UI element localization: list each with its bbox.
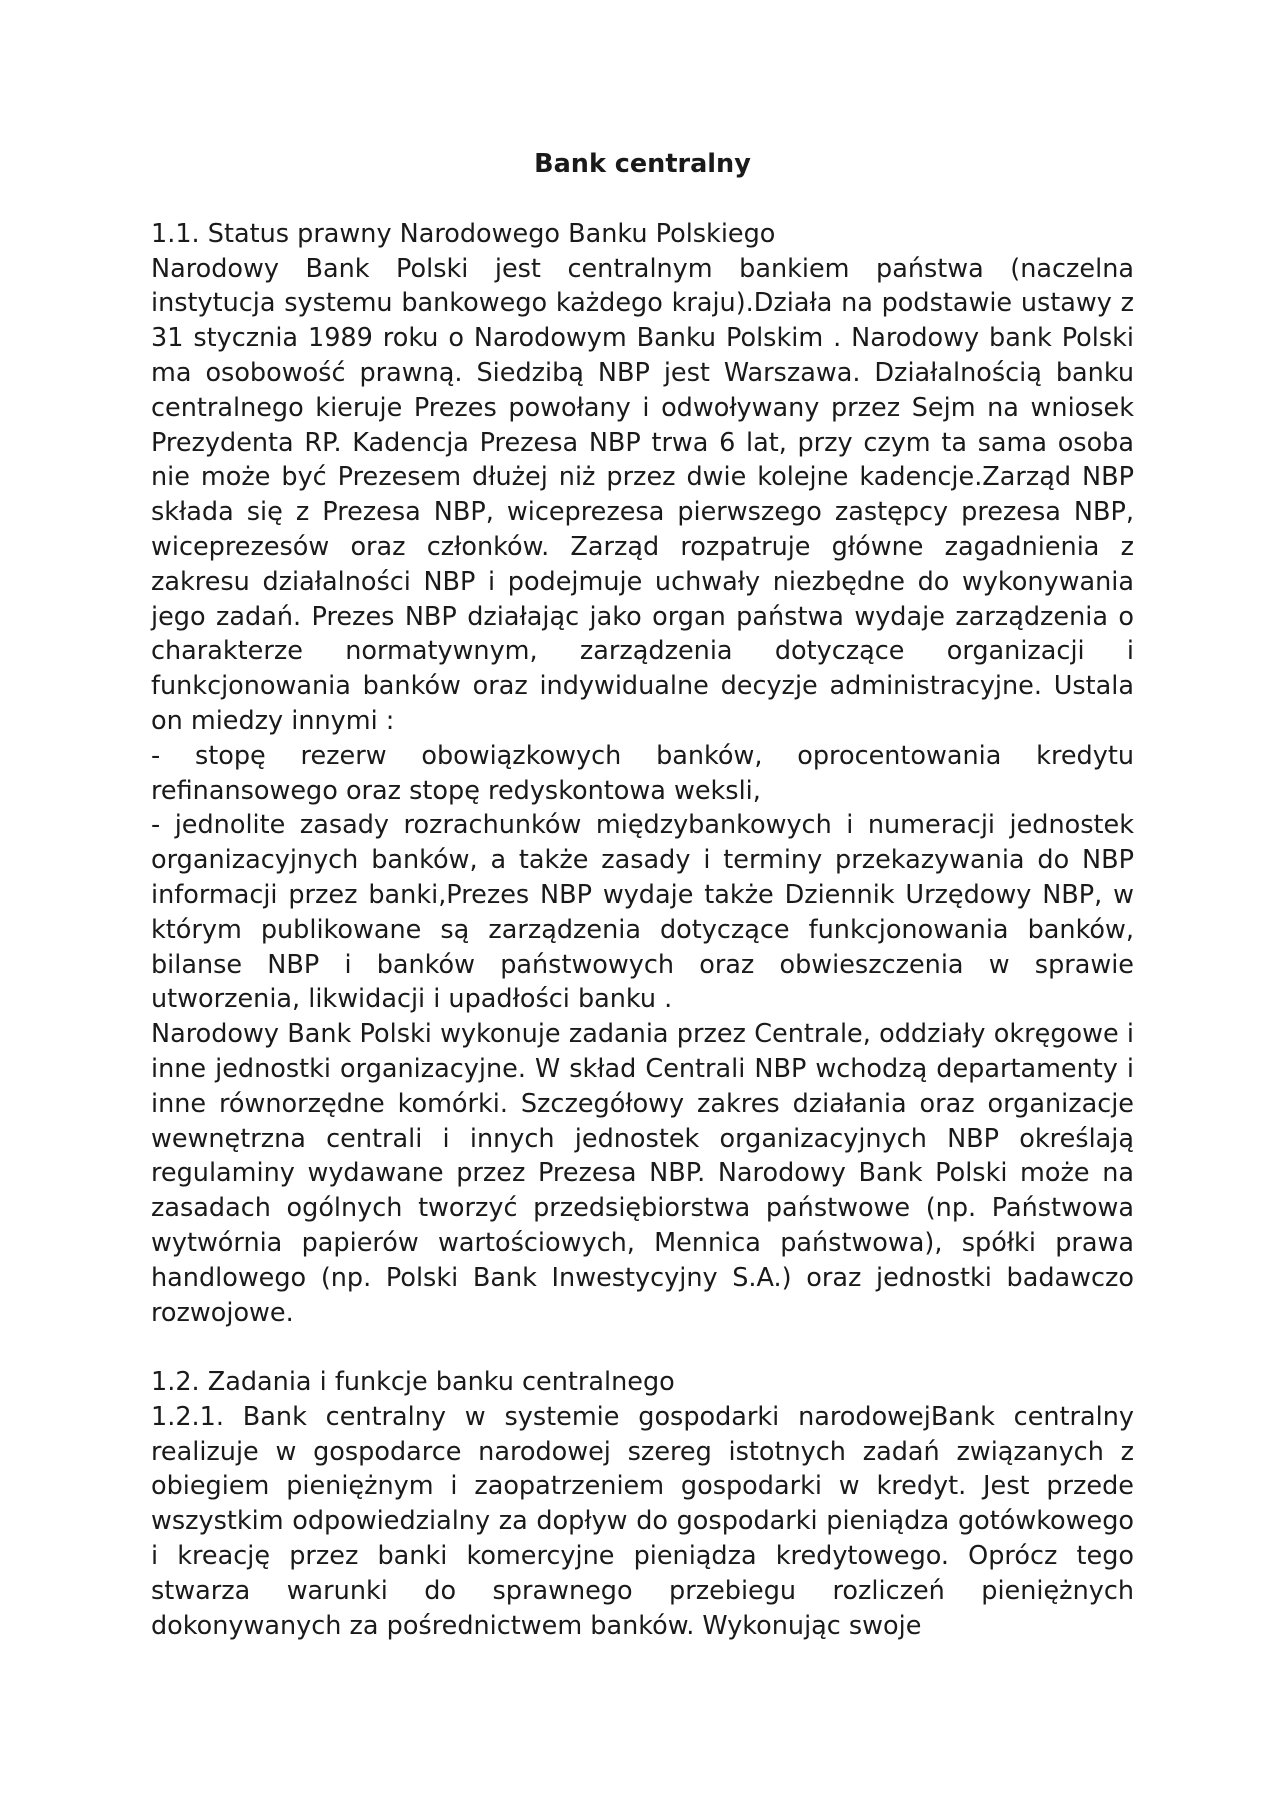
list-item-paragraph: - jednolite zasady rozrachunków międzybankowych i numeracji jednostek organizacyjnych banków, a także zasady i terminy przekazywania do NBP informacji przez banki,Prezes NBP wydaje także Dziennik Urzędowy NBP, w którym publikowane są zarządzenia dotyczące funkcjonowania banków, bilanse NBP i banków państwowych oraz obwieszczenia w sprawie utworzenia, likwidacji i upadłości banku . [151, 810, 1134, 1015]
section-spacer [151, 1330, 1134, 1365]
document-body [151, 147, 1134, 1643]
section-heading-1-2: 1.2. Zadania i funkcje banku centralnego [151, 1367, 675, 1398]
paragraph: Narodowy Bank Polski wykonuje zadania przez Centrale, oddziały okręgowe i inne jednostki organizacyjne. W skład Centrali NBP wchodzą departamenty i inne równorzędne komórki. Szczegółowy zakres działania oraz organizacje wewnętrzna centrali i innych jednostek organizacyjnych NBP określają regulaminy wydawane przez Prezesa NBP. Narodowy Bank Polski może na zasadach ogólnych tworzyć przedsiębiorstwa państwowe (np. Państwowa wytwórnia papierów wartościowych, Mennica państwowa), spółki prawa handlowego (np. Polski Bank Inwestycyjny S.A.) oraz jednostki badawczo rozwojowe. [151, 1019, 1134, 1328]
list-item-paragraph: - stopę rezerw obowiązkowych banków, oprocentowania kredytu refinansowego oraz stopę redyskontowa weksli, [151, 740, 1134, 806]
document-title: Bank centralny [534, 149, 751, 179]
section-heading-1-1: 1.1. Status prawny Narodowego Banku Polskiego [151, 218, 776, 249]
paragraph: 1.2.1. Bank centralny w systemie gospodarki narodowejBank centralny realizuje w gospodarce narodowej szereg istotnych zadań związanych z obiegiem pieniężnym i zaopatrzeniem gospodarki w kredyt. Jest przede wszystkim odpowiedzialny za dopływ do gospodarki pieniądza gotówkowego i kreację przez banki komercyjne pieniądza kredytowego. Oprócz tego stwarza warunki do sprawnego przebiegu rozliczeń pieniężnych dokonywanych za pośrednictwem banków. Wykonując swoje [151, 1401, 1134, 1641]
paragraph: Narodowy Bank Polski jest centralnym bankiem państwa (naczelna instytucja systemu bankowego każdego kraju).Działa na podstawie ustawy z 31 stycznia 1989 roku o Narodowym Banku Polskim . Narodowy bank Polski ma osobowość prawną. Siedzibą NBP jest Warszawa. Działalnością banku centralnego kieruje Prezes powołany i odwoływany przez Sejm na wniosek Prezydenta RP. Kadencja Prezesa NBP trwa 6 lat, przy czym ta sama osoba nie może być Prezesem dłużej niż przez dwie kolejne kadencje.Zarząd NBP składa się z Prezesa NBP, wiceprezesa pierwszego zastępcy prezesa NBP, wiceprezesów oraz członków. Zarząd rozpatruje główne zagadnienia z zakresu działalności NBP i podejmuje uchwały niezbędne do wykonywania jego zadań. Prezes NBP działając jako organ państwa wydaje zarządzenia o charakterze normatywnym, zarządzenia dotyczące organizacji i funkcjonowania banków oraz indywidualne decyzje administracyjne. Ustala on miedzy innymi : [151, 253, 1134, 736]
